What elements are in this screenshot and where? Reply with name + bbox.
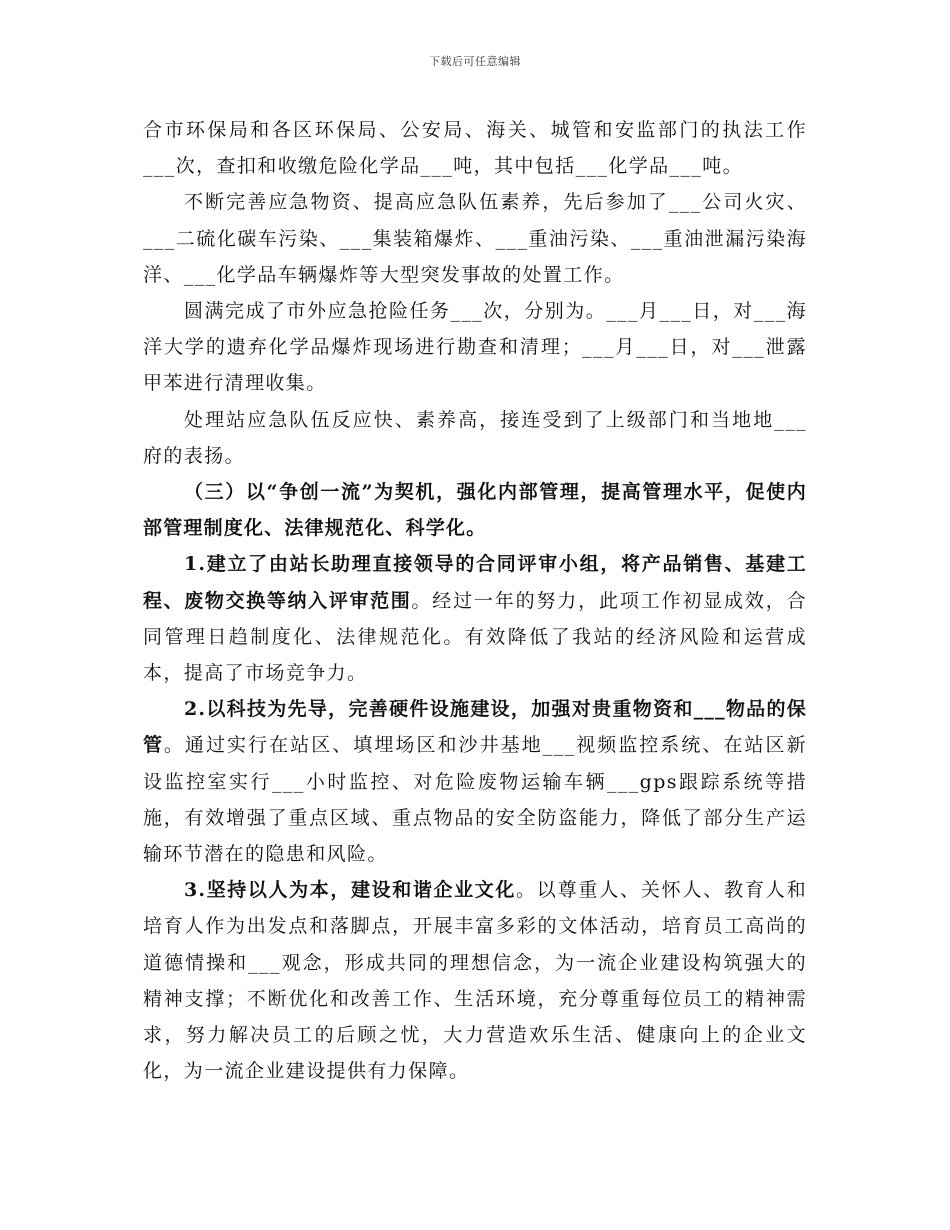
paragraph-emergency-tasks: 圆满完成了市外应急抢险任务___次，分别为。___月___日，对___海洋大学的遗弃化学品爆炸现场进行勘查和清理；___月___日，对___泄露甲苯进行清理收集。 <box>143 300 807 395</box>
list-item-body: 。经过一年的努力，此项工作初显成效，合同管理日趋制度化、法律规范化。有效降低了我站的经济风险和运营成本，提高了市场竞争力。 <box>143 589 807 685</box>
list-item-heading: 2.以科技为先导，完善硬件设施建设，加强对贵重物资和___物品的保管 <box>143 698 807 757</box>
list-item-culture <box>143 872 807 1089</box>
document-body <box>143 112 807 1089</box>
list-item-technology <box>143 691 807 872</box>
list-item-heading: 3.坚持以人为本，建设和谐企业文化 <box>184 879 516 902</box>
section-heading: （三）以“争创一流”为契机，强化内部管理，提高管理水平，促使内部管理制度化、法律规范化、科学化。 <box>143 481 807 540</box>
list-item-contract-review <box>143 546 807 691</box>
page-header: 下载后可任意编辑 <box>429 55 521 68</box>
list-item-body: 。以尊重人、关怀人、教育人和培育人作为出发点和落脚点，开展丰富多彩的文体活动，培育员工高尚的道德情操和___观念，形成共同的理想信念，为一流企业建设构筑强大的精神支撑；不断优化和改善工作、生活环境，充分尊重每位员工的精神需求，努力解决员工的后顾之忧，大力营造欢乐生活、健康向上的企业文化，为一流企业建设提供有力保障。 <box>143 879 807 1083</box>
paragraph-emergency-supplies: 不断完善应急物资、提高应急队伍素养，先后参加了___公司火灾、___二硫化碳车污染、___集装箱爆炸、___重油污染、___重油泄漏污染海洋、___化学品车辆爆炸等大型突发事故的处置工作。 <box>143 191 807 286</box>
paragraph-commendation: 处理站应急队伍反应快、素养高，接连受到了上级部门和当地地___府的表扬。 <box>143 408 807 467</box>
list-item-heading: 1.建立了由站长助理直接领导的合同评审小组，将产品销售、基建工程、废物交换等纳入评审范围 <box>143 553 807 612</box>
paragraph-continued: 合市环保局和各区环保局、公安局、海关、城管和安监部门的执法工作___次，查扣和收缴危险化学品___吨，其中包括___化学品___吨。 <box>143 119 807 178</box>
list-item-body: 。通过实行在站区、填埋场区和沙井基地___视频监控系统、在站区新设监控室实行___小时监控、对危险废物运输车辆___gps跟踪系统等措施，有效增强了重点区域、重点物品的安全防盗能力，降低了部分生产运输环节潜在的隐患和风险。 <box>143 734 807 866</box>
